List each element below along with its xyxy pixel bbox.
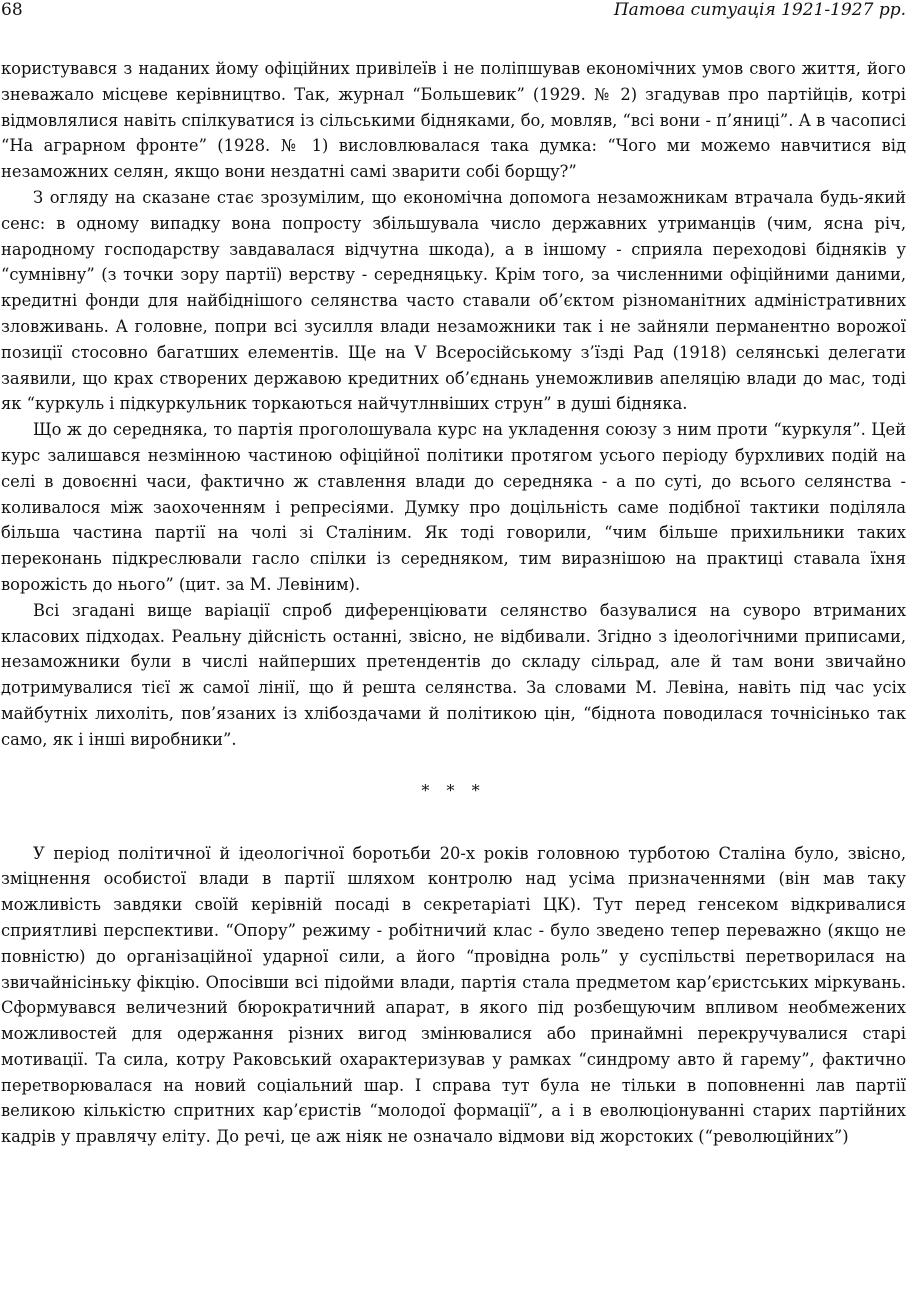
paragraph: У період політичної й ідеологічної боротьби 20-х років головною турботою Сталіна було, звісно, зміцнення особистої влади в партії шляхом контролю над усіма призначеннями (він мав таку можливість завдяки своїй керівній посаді в секретаріаті ЦК). Тут перед генсеком відкривалися сприятливі перспективи. “Опору” режиму - робітничий клас - було зведено тепер переважно (якщо не повністю) до організаційної ударної сили, а його “провідна роль” у суспільстві перетворилася на звичайнісіньку фікцію. Опосівши всі підойми влади, партія стала предметом кар’єристських міркувань. Сформувався величезний бюрократичний апарат, в якого під розбещуючим впливом необмежених можливостей для одержання різних вигод змінювалися або принаймні перекручувалися старі мотивації. Та сила, котру Раковський охарактеризував у рамках “синдрому авто й гарему”, фактично перетворювалася на новий соціальний шар. І справа тут була не тільки в поповненні лав партії великою кількістю спритних кар’єристів “молодої формації”, а і в еволюціонуванні старих партійних кадрів у правлячу еліту. До речі, це аж ніяк не означало відмови від жорстоких (“революційних”) bbox=[1, 843, 906, 1147]
paragraph: З огляду на сказане стає зрозумілим, що економічна допомога незаможникам втрачала будь-який сенс: в одному випадку вона попросту збільшувала число державних утриманців (чим, ясна річ, народному господарству завдавалася відчутна шкода), а в іншому - сприяла переходові бідняків у “сумнівну” (з точки зору партії) верству - середняцьку. Крім того, за численними офіційними даними, кредитні фонди для найбіднішого селянства часто ставали об’єктом різноманітних адміністративних зловживань. А головне, попри всі зусилля влади незаможники так і не зайняли перманентно ворожої позиції стосовно багатших елементів. Ще на V Всеросійському з’їзді Рад (1918) селянські делегати заявили, що крах створених державою кредитних об’єднань унеможливив апеляцію влади до мас, тоді як “куркуль і підкуркульник торкаються найчутлнвіших струн” в душі бідняка. bbox=[1, 187, 906, 414]
body-text bbox=[1, 56, 906, 1150]
running-title: Патова ситуація 1921-1927 рр. bbox=[613, 0, 906, 20]
page-number: 68 bbox=[1, 0, 23, 20]
section-separator: * * * bbox=[421, 780, 486, 800]
running-header bbox=[1, 0, 906, 26]
paragraph: Всі згадані вище варіації спроб диференціювати селянство базувалися на суворо втриманих класових підходах. Реальну дійсність останні, звісно, не відбивали. Згідно з ідеологічними приписами, незаможники були в числі найперших претендентів до складу сільрад, але й там вони звичайно дотримувалися тієї ж самої лінії, що й решта селянства. За словами М. Левіна, навіть під час усіх майбутніх лихоліть, пов’язаних із хлібоздачами й політикою цін, “біднота поводилася точнісінько так само, як і інші виробники”. bbox=[1, 600, 906, 749]
paragraph: користувався з наданих йому офіційних привілеїв і не поліпшував економічних умов свого життя, його зневажало місцеве керівництво. Так, журнал “Большевик” (1929. № 2) згадував про партійців, котрі відмовлялися навіть спілкуватися із сільськими бідняками, бо, мовляв, “всі вони - п’яниці”. А в часописі “На аграрном фронте” (1928. № 1) висловлювалася така думка: “Чого ми можемо навчитися від незаможних селян, якщо вони нездатні самі зварити собі борщу?” bbox=[1, 59, 906, 182]
paragraph: Що ж до середняка, то партія проголошувала курс на укладення союзу з ним проти “куркуля”. Цей курс залишався незмінною частиною офіційної політики протягом усього періоду бурхливих подій на селі в довоєнні часи, фактично ж ставлення влади до середняка - а по суті, до всього селянства - коливалося між заохоченням і репресіями. Думку про доцільність саме подібної тактики поділяла більша частина партії на чолі зі Сталіним. Як тоді говорили, “чим більше прихильники таких переконань підкреслювали гасло спілки із середняком, тим виразнішою на практиці ставала їхня ворожість до нього” (цит. за М. Левіним). bbox=[1, 420, 906, 594]
